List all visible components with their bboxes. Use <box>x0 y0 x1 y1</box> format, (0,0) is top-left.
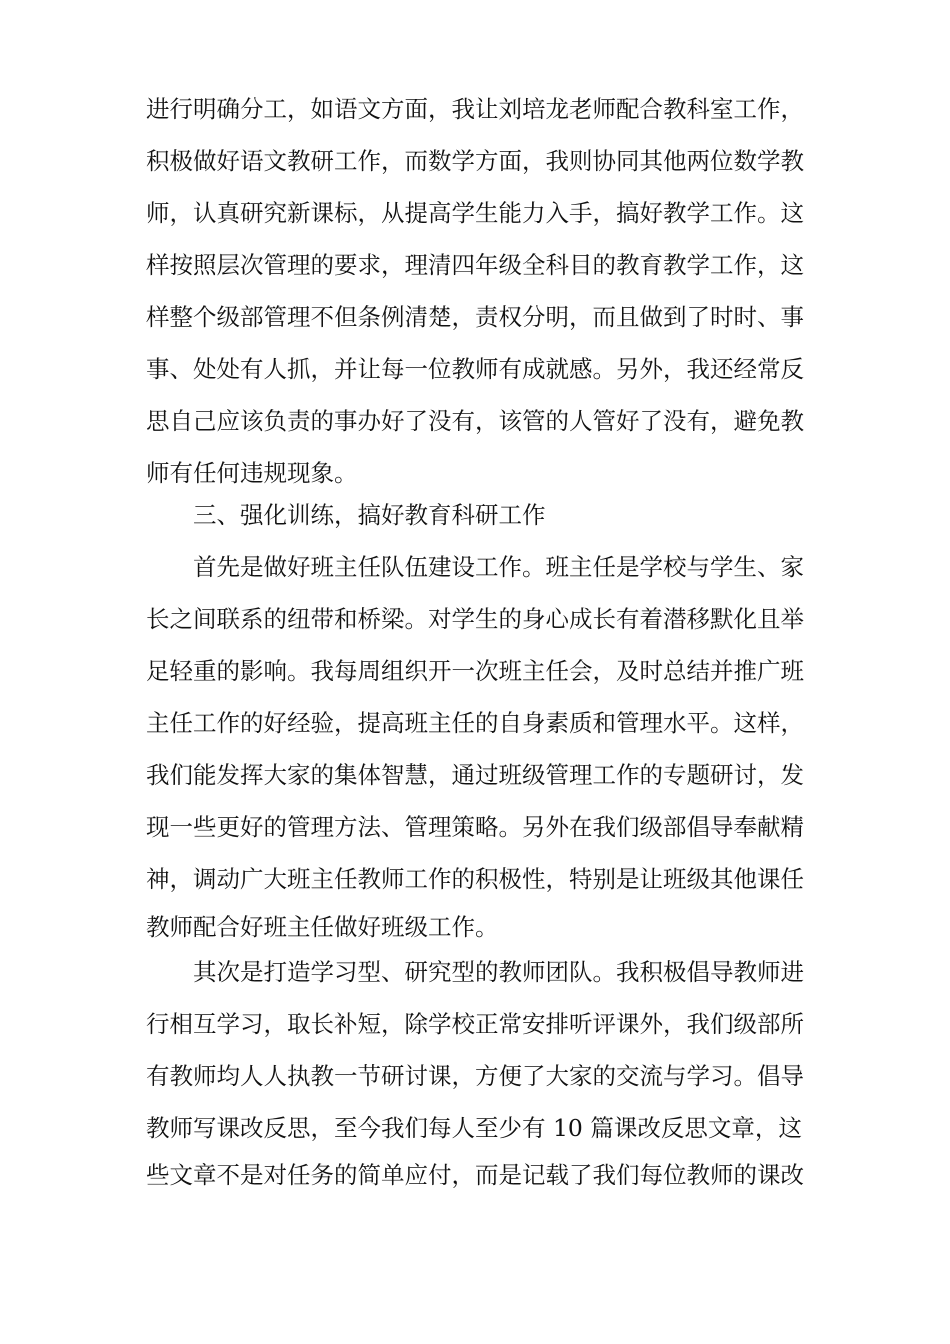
text-line: 其次是打造学习型、研究型的教师团队。我积极倡导教师进 <box>193 958 804 986</box>
text-line: 些文章不是对任务的简单应付，而是记载了我们每位教师的课改 <box>146 1161 804 1189</box>
text-line: 事、处处有人抓，并让每一位教师有成就感。另外，我还经常反 <box>146 355 804 383</box>
text-line: 足轻重的影响。我每周组织开一次班主任会，及时总结并推广班 <box>146 657 804 685</box>
text-line: 长之间联系的纽带和桥梁。对学生的身心成长有着潜移默化且举 <box>146 605 804 633</box>
text-line: 行相互学习，取长补短，除学校正常安排听评课外，我们级部所 <box>146 1010 804 1038</box>
text-line: 现一些更好的管理方法、管理策略。另外在我们级部倡导奉献精 <box>146 813 804 841</box>
text-line: 积极做好语文教研工作，而数学方面，我则协同其他两位数学教 <box>146 147 804 175</box>
text-line: 首先是做好班主任队伍建设工作。班主任是学校与学生、家 <box>193 553 804 581</box>
text-line: 神，调动广大班主任教师工作的积极性，特别是让班级其他课任 <box>146 865 804 893</box>
text-line: 师，认真研究新课标，从提高学生能力入手，搞好教学工作。这 <box>146 199 804 227</box>
text-line: 样按照层次管理的要求，理清四年级全科目的教育教学工作，这 <box>146 251 804 279</box>
text-line: 师有任何违规现象。 <box>146 459 358 487</box>
text-line: 教师写课改反思，至今我们每人至少有 10 篇课改反思文章，这 <box>146 1114 802 1142</box>
text-line: 我们能发挥大家的集体智慧，通过班级管理工作的专题研讨，发 <box>146 761 804 789</box>
section-heading: 三、强化训练，搞好教育科研工作 <box>193 501 546 529</box>
text-line: 有教师均人人执教一节研讨课，方便了大家的交流与学习。倡导 <box>146 1062 804 1090</box>
text-line: 思自己应该负责的事办好了没有，该管的人管好了没有，避免教 <box>146 407 804 435</box>
text-line: 主任工作的好经验，提高班主任的自身素质和管理水平。这样， <box>146 709 804 737</box>
text-line: 教师配合好班主任做好班级工作。 <box>146 913 499 941</box>
text-line: 样整个级部管理不但条例清楚，责权分明，而且做到了时时、事 <box>146 303 804 331</box>
text-line: 进行明确分工，如语文方面，我让刘培龙老师配合教科室工作， <box>146 95 804 123</box>
